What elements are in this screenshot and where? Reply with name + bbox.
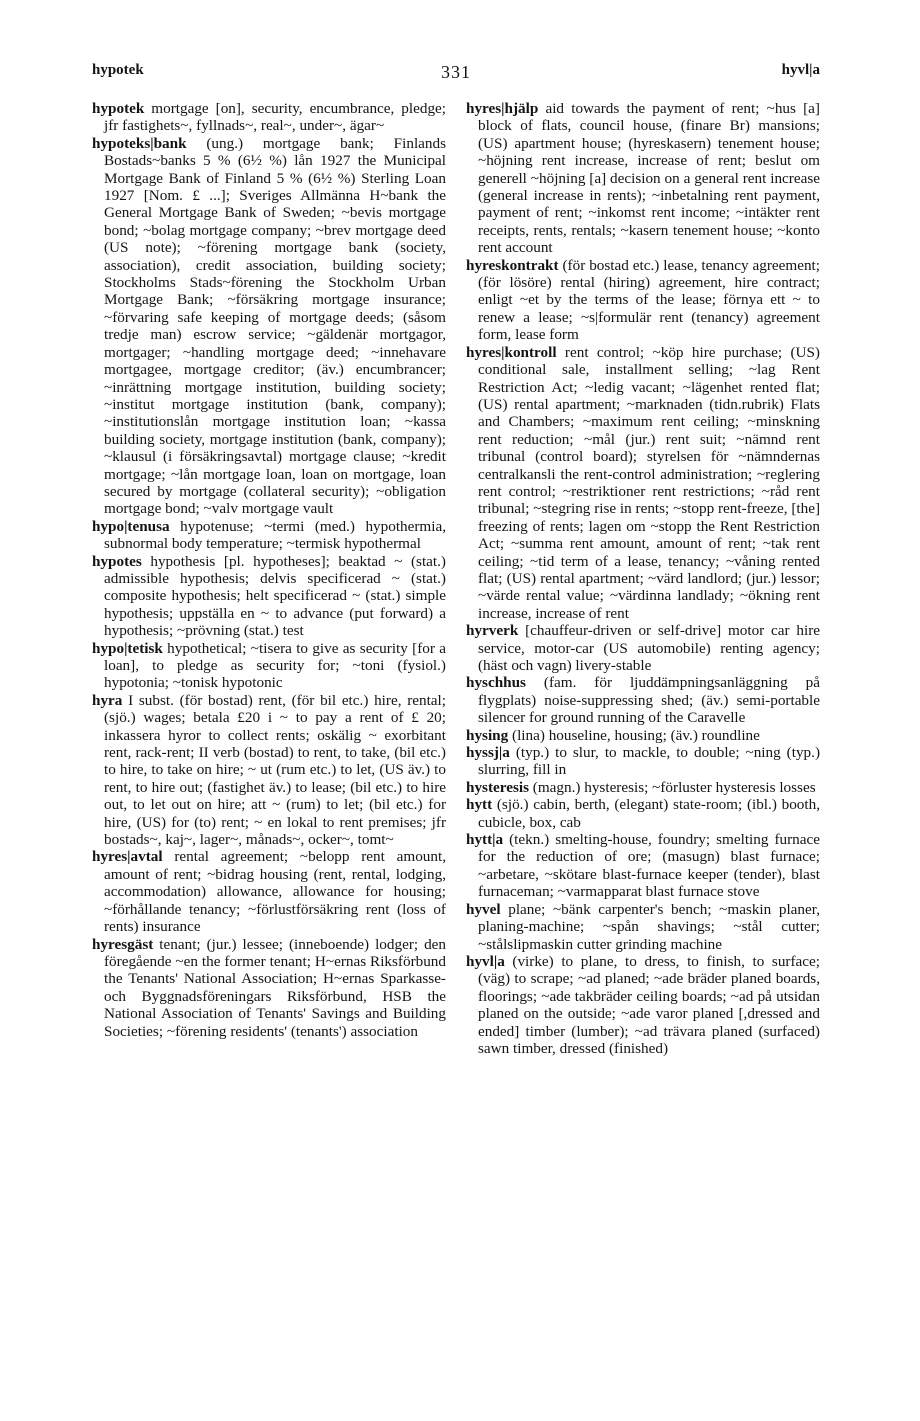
dictionary-entry — [466, 744, 820, 779]
entry-headword: hypotek — [92, 100, 145, 117]
entry-body: (magn.) hysteresis; ~förluster hysteresis losses — [529, 778, 816, 796]
entry-headword: hytt|a — [466, 831, 504, 849]
entry-headword: hyvel — [466, 900, 501, 918]
entry-body: (lina) houseline, housing; (äv.) roundline — [508, 726, 760, 744]
entry-headword: hyrverk — [466, 622, 519, 640]
dictionary-entry — [466, 674, 820, 726]
dictionary-entry — [466, 727, 820, 744]
dictionary-entry — [92, 692, 446, 849]
entry-headword: hypotes — [92, 552, 142, 570]
entry-headword: hyres|kontroll — [466, 343, 557, 361]
dictionary-entry — [466, 344, 820, 623]
entry-headword: hyres|hjälp — [466, 100, 539, 117]
entry-body: tenant; (jur.) lessee; (inneboende) lodger; den föregående ~en the former tenant; H~ernas Riksförbund the Tenants' National Association; H~ernas Sparkasse- och Byggnadsföreningars Riksförbund, HSB the National Association of Tenants' Savings and Building Societies; ~förening residents' (tenants') association — [104, 935, 446, 1040]
entry-headword: hypo|tenusa — [92, 517, 170, 535]
dictionary-entry — [466, 831, 820, 901]
entry-body: mortgage [on], security, encumbrance, pledge; jfr fastighets~, fyllnads~, real~, under~, ägar~ — [104, 100, 446, 135]
running-head-left: hypotek — [92, 62, 144, 78]
entry-body: (tekn.) smelting-house, foundry; smelting furnace for the reduction of ore; (masugn) blast furnace; ~arbetare, ~skötare blast-furnace keeper (tender), blast furnaceman; ~varmapparat blast furnace stove — [478, 831, 820, 901]
entry-body: [chauffeur-driven or self-drive] motor car hire service, motor-car (US automobile) renting agency; (häst och vagn) livery-stable — [478, 622, 820, 674]
dictionary-entry — [92, 100, 446, 135]
entry-headword: hypoteks|bank — [92, 134, 187, 152]
page-number: 331 — [441, 62, 471, 82]
left-column — [92, 100, 446, 1040]
dictionary-entry — [466, 953, 820, 1057]
entry-body: hypothetical; ~tisera to give as security [for a loan], to pledge as security for; ~toni (fysiol.) hypotonia; ~tonisk hypotonic — [104, 639, 446, 692]
dictionary-entry — [92, 135, 446, 518]
dictionary-entry — [466, 100, 820, 257]
entry-body: rent control; ~köp hire purchase; (US) conditional sale, installment selling; ~lag Rent Restriction Act; ~ledig vacant; ~lägenhet rented flat; (US) rental apartment; ~marknaden (tidn.rubrik) Flats and Chambers; ~maximum rent ceiling; ~minskning rent reduction; ~mål (jur.) rent suit; ~nämnd rent tribunal (control board); styrelsen för ~nämndernas centralkansli the rent-control administration; ~reglering rent control; ~restriktioner rent restrictions; ~råd rent tribunal; ~stegring rise in rents; ~stopp rent-freeze, [the] freezing of rents; lagen om ~stopp the Rent Restriction Act; ~summa rent amount, amount of rent; ~tak rent ceiling; ~tid term of a lease, tenancy; ~våning rented flat; (US) rental apartment; ~värd landlord; (jur.) lessor; ~värde rental value; ~värdinna landlady; ~ökning rent increase, increase of rent — [478, 343, 821, 622]
dictionary-entry — [92, 936, 446, 1040]
running-head — [92, 62, 820, 86]
entry-body: (ung.) mortgage bank; Finlands Bostads~banks 5 % (6½ %) lån 1927 the Municipal Mortgage Bank of Finland 5 % (6½ %) Sterling Loan 1927 [Nom. £ ...]; Sveriges Allmänna H~bank the General Mortgage Bank of Sweden; ~bevis mortgage bond; ~bolag mortgage company; ~brev mortgage deed (US note); ~förening mortgage bank (society, association), credit association, building society; Stockholms Stads~förening the Stockholm Urban Mortgage Bank; ~försäkring mortgage insurance; ~förvaring safe keeping of mortgage deeds; (såsom tredje man) escrow service; ~gäldenär mortgagor, mortgager; ~handling mortgage deed; ~innehavare mortgagee, mortgage creditor; (äv.) encumbrancer; ~inrättning mortgage institution, building society; ~institut mortgage institution (bank, company); ~institutionslån mortgage institution loan; ~kassa building society, mortgage institution (bank, company); ~klausul (i försäkringsavtal) mortgage clause; ~kredit mortgage; ~lån mortgage loan, loan on mortgage, loan secured by mortgage (collateral security); ~obligation mortgage bond; ~valv mortgage vault — [104, 134, 446, 518]
running-head-right: hyvl|a — [781, 62, 820, 78]
dictionary-entry — [466, 257, 820, 344]
entry-headword: hytt — [466, 796, 493, 814]
entry-body: (för bostad etc.) lease, tenancy agreement; (för lösöre) rental (hiring) agreement, hire contract; enligt ~et by the terms of the lease; förnya ett ~ to renew a lease; ~s|formulär rent (tenancy) agreement form, lease form — [478, 256, 820, 344]
dictionary-entry — [466, 622, 820, 674]
dictionary-entry — [92, 640, 446, 692]
entry-headword: hyresgäst — [92, 935, 154, 953]
entry-headword: hysteresis — [466, 778, 529, 796]
dictionary-entry — [466, 901, 820, 953]
entry-headword: hysing — [466, 726, 509, 744]
entry-body: hypothesis [pl. hypotheses]; beaktad ~ (stat.) admissible hypothesis; delvis specificerad ~ (stat.) composite hypothesis; helt specificerad ~ (stat.) simple hypothesis; uppställa en ~ to advance (put forward) a hypothesis; ~prövning (stat.) test — [104, 552, 446, 640]
dictionary-entry — [466, 796, 820, 831]
entry-headword: hyreskontrakt — [466, 256, 559, 274]
dictionary-entry — [92, 553, 446, 640]
entry-headword: hyvl|a — [466, 952, 505, 970]
entry-headword: hyres|avtal — [92, 848, 163, 866]
dictionary-entry — [92, 848, 446, 935]
entry-body: aid towards the payment of rent; ~hus [a] block of flats, council house, (finare Br) mansions; (US) apartment house; (hyreskasern) tenement house; ~höjning rent increase, increase of rent; beslut om generell ~höjning [a] decision on a general rent increase (general increase in rents); ~inbetalning rent payment, payment of rent; ~inkomst rent income; ~intäkter rent receipts, rents, rentals; ~kasern tenement house; ~konto rent account — [478, 100, 820, 257]
entry-body: plane; ~bänk carpenter's bench; ~maskin planer, planing-machine; ~spån shavings; ~stål cutter; ~stålslipmaskin cutter grinding machine — [478, 900, 820, 953]
dictionary-entry — [466, 779, 820, 796]
entry-headword: hyschhus — [466, 674, 526, 692]
entry-body: hypotenuse; ~termi (med.) hypothermia, subnormal body temperature; ~termisk hypothermal — [104, 517, 446, 553]
dictionary-entry — [92, 518, 446, 553]
entry-body: rental agreement; ~belopp rent amount, amount of rent; ~bidrag housing (rent, rental, lodging, accommodation) allowance, allowance for housing; ~förhållande tenancy; ~förlustförsäkring rent (loss of rents) insurance — [104, 848, 446, 936]
entry-body: I subst. (för bostad) rent, (för bil etc.) hire, rental; (sjö.) wages; betala £20 i ~ to pay a rent of £ 20; inkassera hyror to collect rents; oskälig ~ exorbitant rent, rack-rent; II verb (bostad) to rent, to take, (bil etc.) to hire, to take on hire; ~ ut (rum etc.) to let, (US äv.) to rent, to hire out; (fastighet äv.) to lease; (bil etc.) to hire out, to let out on hire; att ~ (rum) to let; (bil etc.) for hire, (US) for (to) rent; ~ en lokal to rent premises; jfr bostads~, kaj~, lager~, månads~, ocker~, tomt~ — [104, 691, 446, 849]
right-column — [466, 100, 820, 1057]
entry-body: (typ.) to slur, to mackle, to double; ~ning (typ.) slurring, fill in — [478, 744, 820, 779]
entry-body: (virke) to plane, to dress, to finish, to surface; (väg) to scrape; ~ad planed; ~ade bräder planed boards, floorings; ~ade takbräder ceiling boards; ~ad på utsidan planed on the outside; ~ade varor planed [,dressed and ended] timber (lumber); ~ad trävara planed (surfaced) sawn timber, dressed (finished) — [478, 952, 820, 1057]
entry-headword: hyra — [92, 691, 123, 709]
entry-headword: hypo|tetisk — [92, 639, 163, 657]
entry-body: (fam. för ljuddämpningsanläggning på flygplats) noise-suppressing shed; (äv.) semi-portable silencer for ground running of the Caravelle — [478, 674, 820, 727]
entry-headword: hyssj|a — [466, 744, 510, 762]
entry-body: (sjö.) cabin, berth, (elegant) state-room; (ibl.) booth, cubicle, box, cab — [478, 796, 820, 831]
